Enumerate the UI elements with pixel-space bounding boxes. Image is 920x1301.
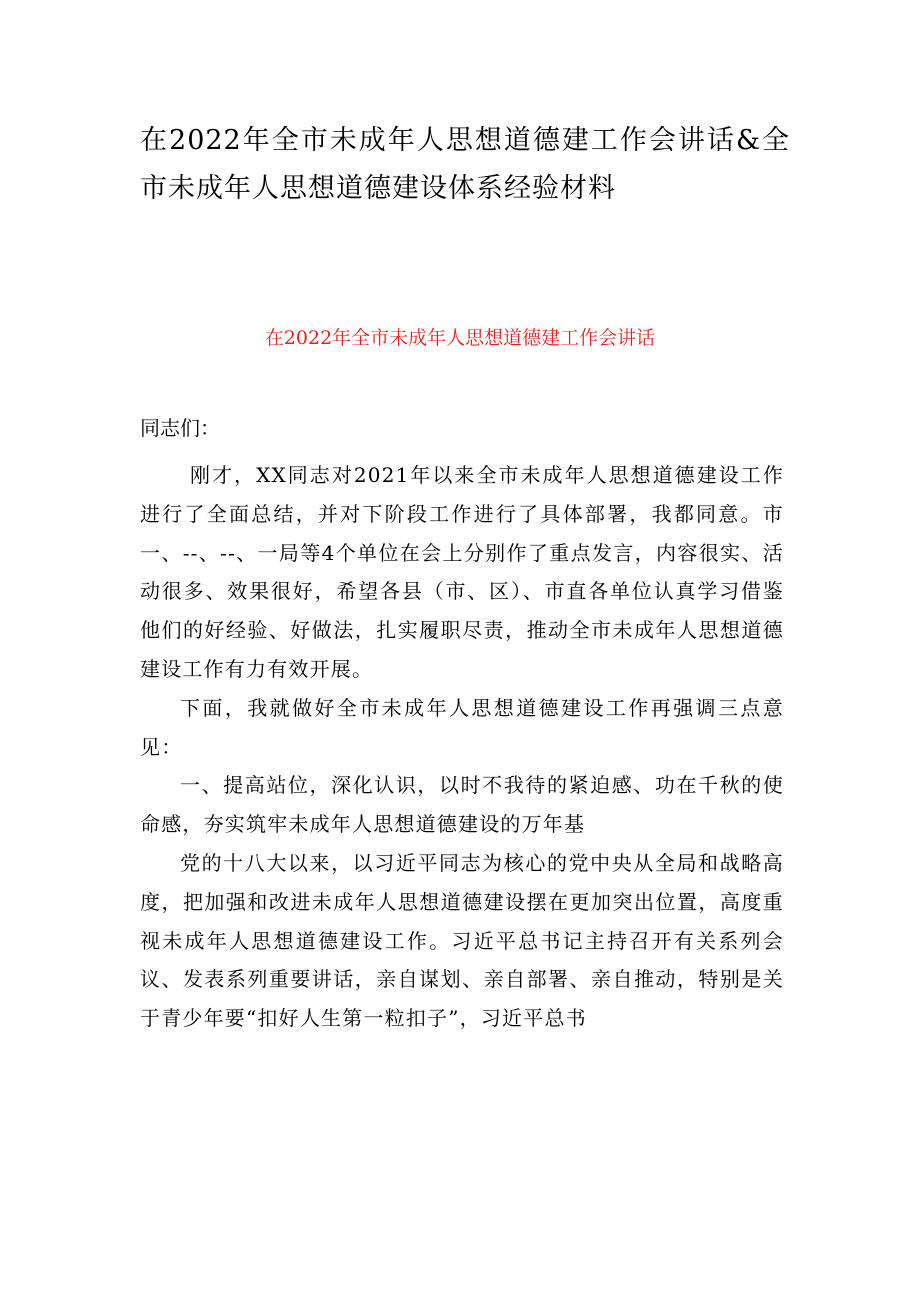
section-title: 在2022年全市未成年人思想道德建工作会讲话 [264, 327, 656, 349]
paragraph-body: 党的十八大以来，以习近平同志为核心的党中央从全局和战略高度，把加强和改进未成年人思想道德建设摆在更加突出位置，高度重视未成年人思想道德建设工作。习近平总书记主持召开有关系列会议、发表系列重要讲话，亲自谋划、亲自部署、亲自推动，特别是关于青少年要“扣好人生第一粒扣子”，习近平总书 [140, 850, 784, 1031]
heading-point-one: 一、提高站位，深化认识，以时不我待的紧迫感、功在千秋的使命感，夯实筑牢未成年人思想道德建设的万年基 [140, 773, 784, 837]
document-title: 在2022年全市未成年人思想道德建工作会讲话&全市未成年人思想道德建设体系经验材料 [140, 125, 790, 204]
salutation: 同志们： [140, 416, 220, 440]
body-text [140, 456, 784, 1038]
paragraph-intro: 下面，我就做好全市未成年人思想道德建设工作再强调三点意见： [140, 695, 784, 759]
paragraph-opening: 刚才，XX同志对2021年以来全市未成年人思想道德建设工作进行了全面总结，并对下阶段工作进行了具体部署，我都同意。市一、--、--、一局等4个单位在会上分别作了重点发言，内容很实、活动很多、效果很好，希望各县（市、区）、市直各单位认真学习借鉴他们的好经验、好做法，扎实履职尽责，推动全市未成年人思想道德建设工作有力有效开展。 [140, 463, 784, 681]
